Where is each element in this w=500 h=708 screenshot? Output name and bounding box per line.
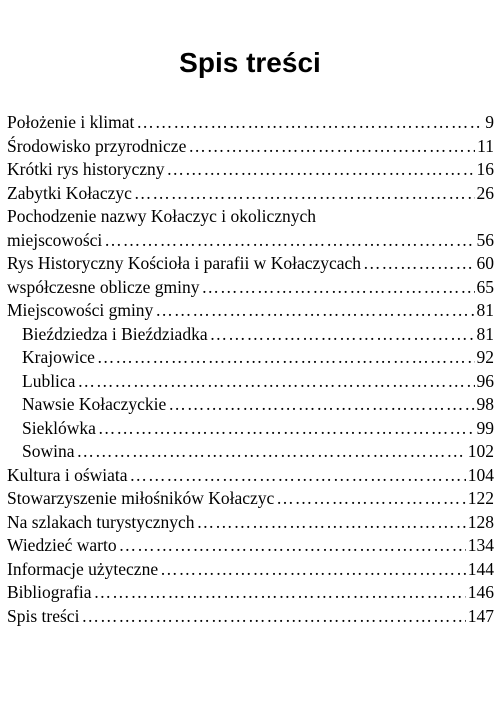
toc-page-number: 147 — [467, 605, 494, 626]
toc-subentry — [7, 323, 494, 347]
toc-leader-dots — [188, 135, 475, 159]
toc-entry-label: Krajowice — [22, 347, 95, 367]
toc-subentry — [7, 370, 494, 394]
toc-entry — [7, 276, 494, 300]
toc-entry — [7, 581, 494, 605]
toc-page-number: 122 — [467, 488, 494, 508]
toc-entry — [7, 605, 494, 629]
toc-entry — [7, 252, 494, 276]
toc-subentry — [7, 440, 494, 464]
toc-entry-label: Bieździedza i Bieździadka — [22, 323, 208, 344]
toc-leader-dots — [77, 440, 466, 464]
toc-page-number: 146 — [467, 582, 494, 602]
toc-entry-label: Stowarzyszenie miłośników Kołaczyc — [7, 488, 275, 508]
toc-leader-dots — [134, 182, 475, 206]
toc-entry — [7, 299, 494, 323]
toc-entry-label: współczesne oblicze gminy — [7, 276, 200, 297]
toc-entry — [7, 158, 494, 182]
toc-leader-dots — [276, 487, 465, 511]
toc-entry — [7, 182, 494, 206]
toc-entry — [7, 205, 494, 252]
page-title: Spis treści — [179, 47, 321, 78]
toc-leader-dots — [166, 158, 474, 182]
toc-entry-label: Krótki rys historyczny — [7, 159, 165, 179]
toc-entry-label: Sowina — [22, 441, 75, 461]
toc-entry — [7, 464, 494, 488]
toc-leader-dots — [201, 276, 474, 300]
toc-entry-label-line1: Pochodzenie nazwy Kołaczyc i okolicznych — [7, 206, 317, 226]
table-of-contents — [7, 111, 494, 628]
toc-entry — [7, 558, 494, 582]
toc-page-number: 144 — [467, 558, 494, 579]
toc-leader-dots — [97, 346, 475, 370]
toc-leader-dots — [104, 229, 474, 253]
toc-page-number: 56 — [476, 229, 494, 250]
toc-leader-dots — [210, 323, 475, 347]
toc-page-number: 99 — [476, 417, 494, 438]
toc-page-number: 16 — [476, 159, 494, 179]
toc-page-number: 26 — [476, 182, 494, 203]
toc-subentry — [7, 346, 494, 370]
toc-leader-dots — [130, 464, 466, 488]
toc-page-number: 65 — [476, 276, 494, 297]
toc-page-number: 104 — [467, 464, 494, 485]
toc-entry-label: Miejscowości gminy — [7, 300, 154, 320]
toc-entry-label: Na szlakach turystycznych — [7, 511, 195, 532]
toc-entry — [7, 534, 494, 558]
toc-entry-label: Nawsie Kołaczyckie — [22, 394, 167, 414]
toc-entry-label: Położenie i klimat — [7, 112, 135, 132]
toc-page-number: 9 — [485, 112, 494, 132]
toc-entry-label: Rys Historyczny Kościoła i parafii w Kołaczycach — [7, 253, 362, 273]
toc-leader-dots — [155, 299, 474, 323]
toc-leader-dots — [136, 111, 483, 135]
toc-page-number: 81 — [476, 300, 494, 320]
toc-entry — [7, 511, 494, 535]
toc-leader-dots — [197, 511, 466, 535]
toc-page-number: 102 — [467, 441, 494, 461]
toc-subentry — [7, 393, 494, 417]
toc-leader-dots — [77, 370, 474, 394]
toc-entry-label: Lublica — [22, 370, 76, 391]
toc-entry-label: Zabytki Kołaczyc — [7, 182, 132, 203]
toc-leader-dots — [168, 393, 474, 417]
toc-leader-dots — [98, 417, 475, 441]
toc-leader-dots — [160, 558, 466, 582]
toc-entry-label: Sieklówka — [22, 417, 96, 438]
toc-subentry — [7, 417, 494, 441]
toc-page-number: 134 — [467, 535, 494, 555]
toc-entry — [7, 111, 494, 135]
toc-leader-dots — [119, 534, 466, 558]
toc-entry-label-line2: miejscowości — [7, 229, 103, 250]
toc-page-number: 128 — [467, 511, 494, 532]
toc-entry-label: Informacje użyteczne — [7, 558, 159, 579]
toc-page-number: 81 — [476, 323, 494, 344]
toc-leader-dots — [363, 252, 474, 276]
toc-entry-label: Bibliografia — [7, 582, 92, 602]
toc-entry — [7, 135, 494, 159]
toc-page-number: 96 — [476, 370, 494, 391]
toc-entry-label: Spis treści — [7, 605, 80, 626]
toc-page-number: 11 — [477, 135, 494, 156]
toc-entry-label: Wiedzieć warto — [7, 535, 117, 555]
toc-leader-dots — [94, 581, 466, 605]
toc-page-number: 98 — [476, 394, 494, 414]
toc-leader-dots — [81, 605, 465, 629]
toc-page-number: 60 — [476, 253, 494, 273]
toc-entry — [7, 487, 494, 511]
toc-entry-label: Kultura i oświata — [7, 464, 128, 485]
toc-entry-label: Środowisko przyrodnicze — [7, 135, 187, 156]
toc-page-number: 92 — [476, 347, 494, 367]
